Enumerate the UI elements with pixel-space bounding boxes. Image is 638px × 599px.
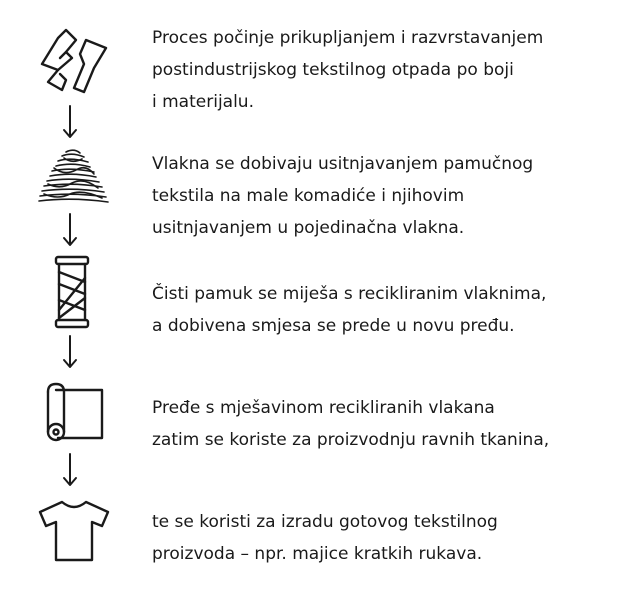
- step-3-text: Čisti pamuk se miješa s recikliranim vlaknima, a dobivena smjesa se prede u novu pređu.: [152, 284, 547, 336]
- arrow-down-icon: [60, 212, 80, 248]
- step-4-text: Pređe s mješavinom recikliranih vlakana zatim se koriste za proizvodnju ravnih tkanina,: [152, 398, 550, 450]
- arrow-down-icon: [60, 452, 80, 488]
- arrow-down-icon: [60, 334, 80, 370]
- arrow-down-icon: [60, 104, 80, 140]
- step-5-text: te se koristi za izradu gotovog tekstilnog proizvoda – npr. majice kratkih rukava.: [152, 512, 498, 564]
- fiber-pile-icon: [36, 146, 112, 206]
- textile-scraps-icon: [36, 24, 112, 100]
- yarn-spool-icon: [50, 254, 94, 330]
- step-1-text: Proces počinje prikupljanjem i razvrstavanjem postindustrijskog tekstilnog otpada po boji i materijalu.: [152, 28, 544, 112]
- t-shirt-icon: [34, 498, 114, 564]
- fabric-roll-icon: [42, 380, 108, 446]
- step-2-text: Vlakna se dobivaju usitnjavanjem pamučnog tekstila na male komadiće i njihovim usitnjavanjem u pojedinačna vlakna.: [152, 154, 534, 238]
